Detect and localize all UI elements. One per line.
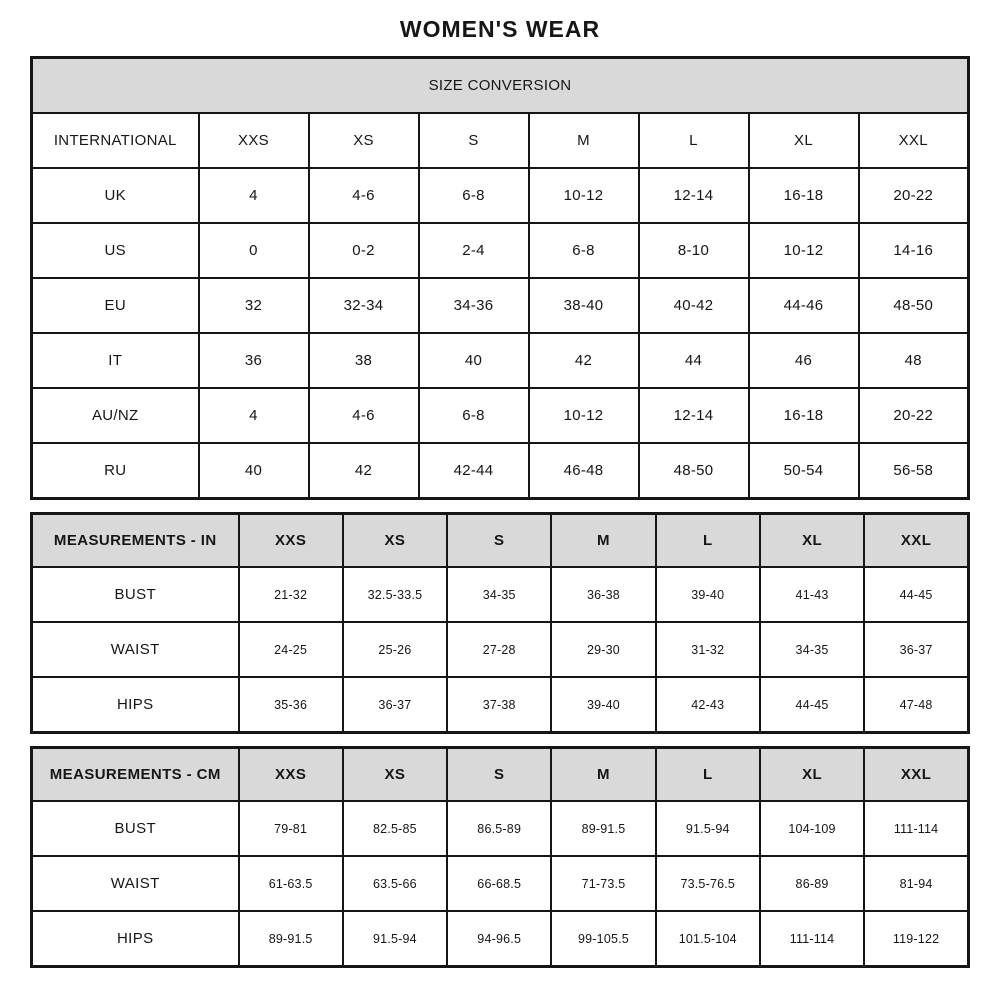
table-row-eu [32, 278, 969, 333]
size-cell: 42 [529, 333, 639, 388]
measurement-cell: 35-36 [239, 677, 343, 733]
column-header-s: S [419, 113, 529, 168]
size-cell: 4 [199, 168, 309, 223]
row-label-us: US [32, 223, 199, 278]
size-cell: 40-42 [639, 278, 749, 333]
measurement-cell: 99-105.5 [551, 911, 655, 967]
measurements-in-table [30, 512, 970, 734]
size-cell: 44 [639, 333, 749, 388]
measurement-cell: 44-45 [760, 677, 864, 733]
measurement-cell: 89-91.5 [551, 801, 655, 856]
size-cell: 16-18 [749, 388, 859, 443]
size-cell: 12-14 [639, 388, 749, 443]
size-conversion-table [30, 56, 970, 500]
size-cell: 2-4 [419, 223, 529, 278]
row-label-uk: UK [32, 168, 199, 223]
table-row-bust-in [32, 567, 969, 622]
size-cell: 10-12 [749, 223, 859, 278]
size-cell: 6-8 [419, 168, 529, 223]
measurement-cell: 29-30 [551, 622, 655, 677]
measurement-cell: 36-37 [343, 677, 447, 733]
measurement-cell: 119-122 [864, 911, 968, 967]
table-row-us [32, 223, 969, 278]
column-header-xl: XL [760, 514, 864, 568]
measurement-cell: 24-25 [239, 622, 343, 677]
measurement-cell: 111-114 [760, 911, 864, 967]
size-cell: 20-22 [859, 168, 969, 223]
size-cell: 4-6 [309, 388, 419, 443]
column-header-m: M [551, 514, 655, 568]
size-cell: 14-16 [859, 223, 969, 278]
measurement-cell: 82.5-85 [343, 801, 447, 856]
size-cell: 12-14 [639, 168, 749, 223]
table-row-uk [32, 168, 969, 223]
size-cell: 4-6 [309, 168, 419, 223]
measurement-cell: 91.5-94 [343, 911, 447, 967]
table-row-hips-in [32, 677, 969, 733]
column-header-xs: XS [309, 113, 419, 168]
table-row-aunz [32, 388, 969, 443]
size-cell: 48 [859, 333, 969, 388]
table-row-it [32, 333, 969, 388]
size-cell: 46 [749, 333, 859, 388]
column-header-xl: XL [749, 113, 859, 168]
measurement-cell: 89-91.5 [239, 911, 343, 967]
row-label-aunz: AU/NZ [32, 388, 199, 443]
column-header-xs: XS [343, 514, 447, 568]
row-label-waist: WAIST [32, 622, 239, 677]
size-cell: 56-58 [859, 443, 969, 499]
size-cell: 0-2 [309, 223, 419, 278]
row-label-hips: HIPS [32, 911, 239, 967]
measurement-cell: 81-94 [864, 856, 968, 911]
size-cell: 46-48 [529, 443, 639, 499]
size-cell: 10-12 [529, 168, 639, 223]
row-label-ru: RU [32, 443, 199, 499]
row-label-it: IT [32, 333, 199, 388]
column-header-xxs: XXS [239, 748, 343, 802]
measurement-cell: 34-35 [760, 622, 864, 677]
size-cell: 6-8 [419, 388, 529, 443]
measurement-cell: 86-89 [760, 856, 864, 911]
column-header-s: S [447, 514, 551, 568]
row-label-hips: HIPS [32, 677, 239, 733]
measurement-cell: 36-38 [551, 567, 655, 622]
size-cell: 40 [199, 443, 309, 499]
size-cell: 16-18 [749, 168, 859, 223]
page-title: WOMEN'S WEAR [399, 16, 601, 42]
size-cell: 40 [419, 333, 529, 388]
measurement-cell: 27-28 [447, 622, 551, 677]
measurement-cell: 104-109 [760, 801, 864, 856]
size-cell: 20-22 [859, 388, 969, 443]
table-banner-row [32, 58, 969, 114]
column-header-xxs: XXS [239, 514, 343, 568]
measurement-cell: 91.5-94 [656, 801, 760, 856]
size-cell: 48-50 [639, 443, 749, 499]
row-label-eu: EU [32, 278, 199, 333]
column-header-xxl: XXL [864, 514, 968, 568]
size-cell: 6-8 [529, 223, 639, 278]
size-cell: 32-34 [309, 278, 419, 333]
measurement-cell: 44-45 [864, 567, 968, 622]
table-row-hips-cm [32, 911, 969, 967]
measurement-cell: 36-37 [864, 622, 968, 677]
measurement-cell: 37-38 [447, 677, 551, 733]
size-cell: 38-40 [529, 278, 639, 333]
column-header-row [32, 113, 969, 168]
column-header-xxs: XXS [199, 113, 309, 168]
measurements-cm-header: MEASUREMENTS - CM [32, 748, 239, 802]
table-row-waist-in [32, 622, 969, 677]
column-header-row [32, 514, 969, 568]
column-header-l: L [639, 113, 749, 168]
column-header-xl: XL [760, 748, 864, 802]
size-cell: 4 [199, 388, 309, 443]
column-header-xxl: XXL [864, 748, 968, 802]
measurement-cell: 41-43 [760, 567, 864, 622]
column-header-m: M [529, 113, 639, 168]
measurement-cell: 94-96.5 [447, 911, 551, 967]
size-cell: 50-54 [749, 443, 859, 499]
size-cell: 42 [309, 443, 419, 499]
measurement-cell: 66-68.5 [447, 856, 551, 911]
measurement-cell: 39-40 [551, 677, 655, 733]
measurement-cell: 63.5-66 [343, 856, 447, 911]
measurement-cell: 39-40 [656, 567, 760, 622]
measurement-cell: 21-32 [239, 567, 343, 622]
size-cell: 8-10 [639, 223, 749, 278]
size-cell: 36 [199, 333, 309, 388]
measurement-cell: 86.5-89 [447, 801, 551, 856]
measurement-cell: 101.5-104 [656, 911, 760, 967]
column-header-xs: XS [343, 748, 447, 802]
measurement-cell: 71-73.5 [551, 856, 655, 911]
size-cell: 0 [199, 223, 309, 278]
size-cell: 34-36 [419, 278, 529, 333]
measurement-cell: 32.5-33.5 [343, 567, 447, 622]
column-header-l: L [656, 748, 760, 802]
column-header-l: L [656, 514, 760, 568]
row-label-bust: BUST [32, 801, 239, 856]
size-cell: 44-46 [749, 278, 859, 333]
size-cell: 10-12 [529, 388, 639, 443]
measurements-in-header: MEASUREMENTS - IN [32, 514, 239, 568]
column-header-international: INTERNATIONAL [32, 113, 199, 168]
column-header-row [32, 748, 969, 802]
table-row-waist-cm [32, 856, 969, 911]
measurement-cell: 34-35 [447, 567, 551, 622]
measurement-cell: 73.5-76.5 [656, 856, 760, 911]
column-header-s: S [447, 748, 551, 802]
column-header-xxl: XXL [859, 113, 969, 168]
measurement-cell: 61-63.5 [239, 856, 343, 911]
size-cell: 38 [309, 333, 419, 388]
measurement-cell: 42-43 [656, 677, 760, 733]
column-header-m: M [551, 748, 655, 802]
size-cell: 42-44 [419, 443, 529, 499]
measurement-cell: 111-114 [864, 801, 968, 856]
size-conversion-header: SIZE CONVERSION [32, 58, 969, 114]
measurement-cell: 25-26 [343, 622, 447, 677]
measurements-cm-table [30, 746, 970, 968]
measurement-cell: 79-81 [239, 801, 343, 856]
table-row-ru [32, 443, 969, 499]
size-cell: 48-50 [859, 278, 969, 333]
table-row-bust-cm [32, 801, 969, 856]
measurement-cell: 47-48 [864, 677, 968, 733]
row-label-bust: BUST [32, 567, 239, 622]
measurement-cell: 31-32 [656, 622, 760, 677]
size-cell: 32 [199, 278, 309, 333]
row-label-waist: WAIST [32, 856, 239, 911]
